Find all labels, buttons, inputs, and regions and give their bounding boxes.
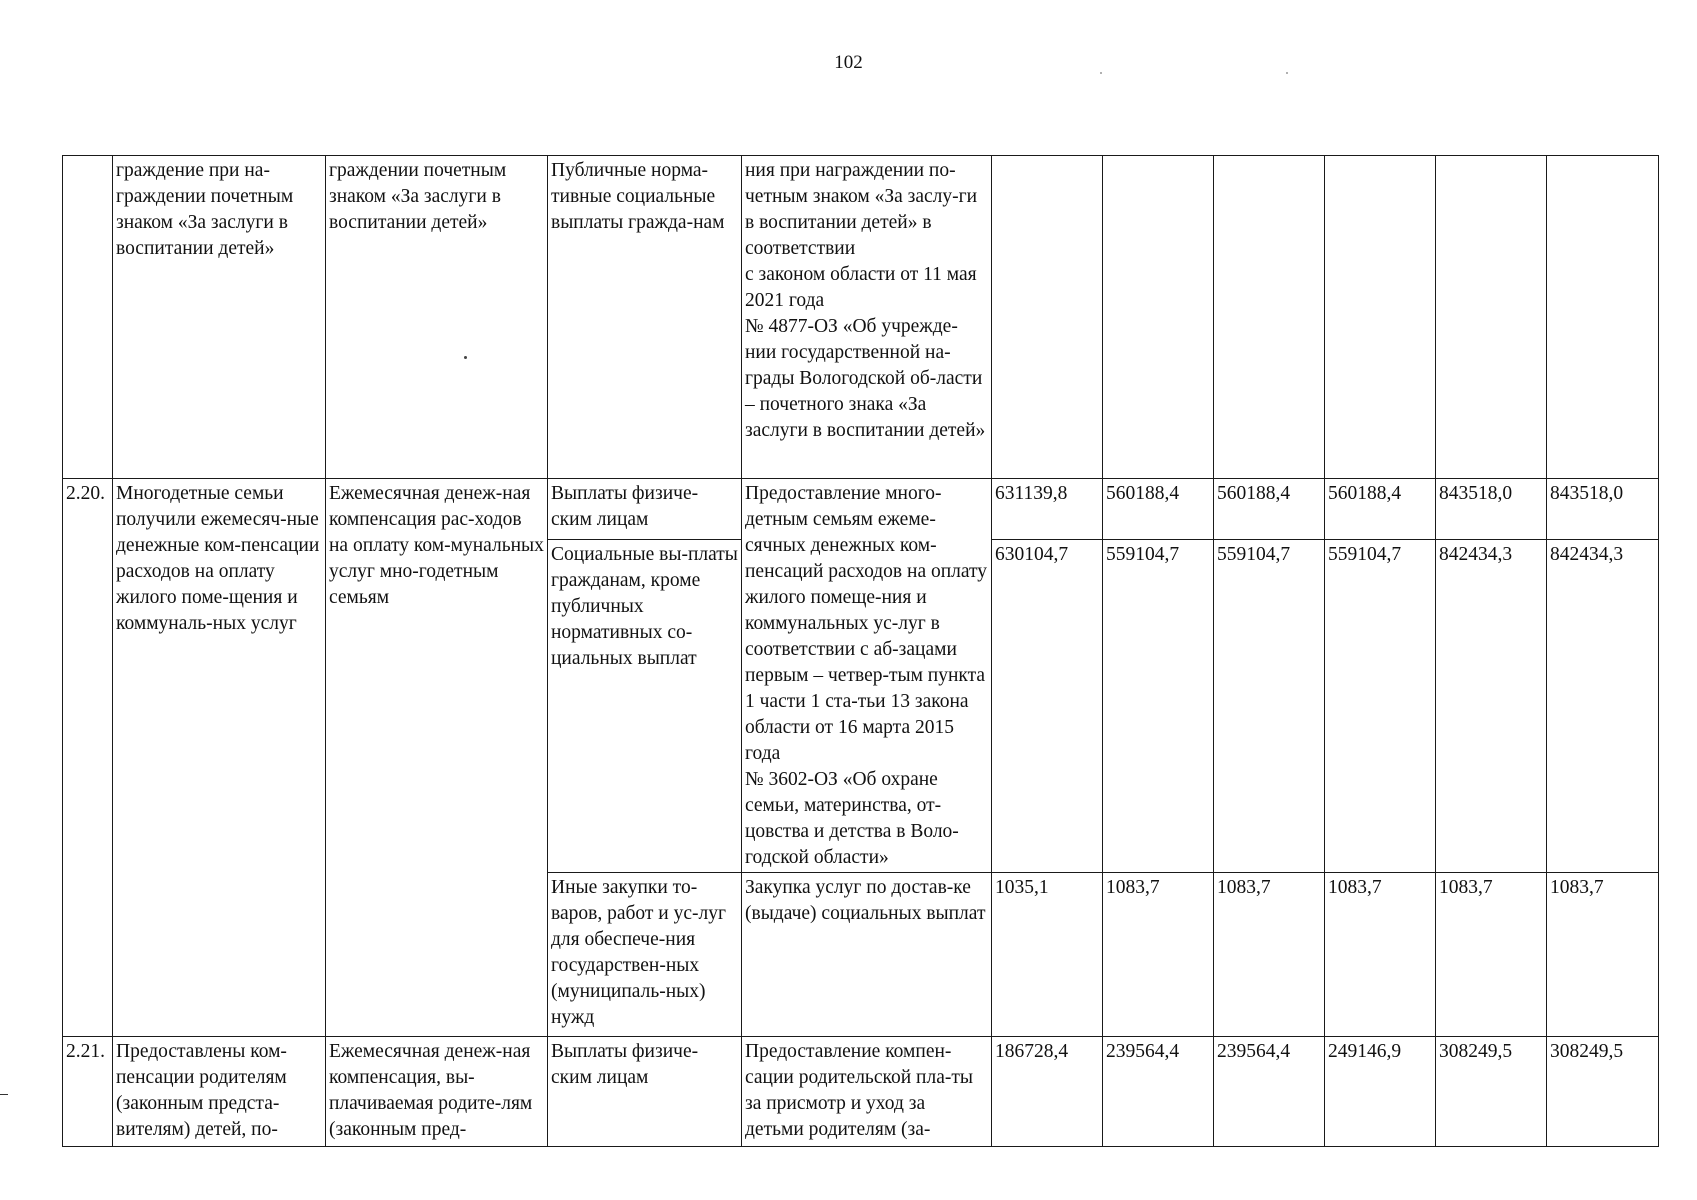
value-cell: 630104,7 — [992, 540, 1103, 873]
description-cell: Предоставление много-детным семьям ежеме-сячных денежных ком-пенсаций расходов на оплату жилого помеще-ния и коммунальных ус-луг в соответствии с аб-зацами первым – четвер-тым пункта 1 части 1 ста-тьи 13 закона области от 16 марта 2015 года № 3602-ОЗ «Об охране семьи, материнства, от-цовства и детства в Воло-годской области» — [742, 479, 992, 873]
row-code-cell: 2.20. — [63, 479, 113, 1037]
value-cell: 1083,7 — [1547, 873, 1659, 1037]
result-cell: Многодетные семьи получили ежемесяч-ные денежные ком-пенсации расходов на оплату жилого поме-щения и коммуналь-ных услуг — [113, 479, 326, 1037]
value-cell: 1083,7 — [1436, 873, 1547, 1037]
table-row — [63, 156, 1659, 479]
scan-speck — [1100, 72, 1102, 74]
description-cell: Предоставление компен-сации родительской пла-ты за присмотр и уход за детьми родителям (за- — [742, 1037, 992, 1147]
description-cell: ния при награждении по-четным знаком «За заслу-ги в воспитании детей» в соответствии с законом области от 11 мая 2021 года № 4877-ОЗ «Об учрежде-нии государственной на-грады Вологодской об-ласти – почетного знака «За заслуги в воспитании детей» — [742, 156, 992, 479]
table-row — [63, 479, 1659, 540]
measure-cell: граждении почетным знаком «За заслуги в воспитании детей» — [326, 156, 548, 479]
value-cell: 559104,7 — [1325, 540, 1436, 873]
page-number: 102 — [834, 52, 863, 73]
value-cell: 842434,3 — [1547, 540, 1659, 873]
value-cell — [1325, 156, 1436, 479]
value-cell: 843518,0 — [1547, 479, 1659, 540]
value-cell: 239564,4 — [1103, 1037, 1214, 1147]
scan-speck — [464, 356, 467, 359]
value-cell: 559104,7 — [1214, 540, 1325, 873]
result-cell: Предоставлены ком-пенсации родителям (законным предста-вителям) детей, по- — [113, 1037, 326, 1147]
value-cell — [1436, 156, 1547, 479]
value-cell: 559104,7 — [1103, 540, 1214, 873]
value-cell — [1214, 156, 1325, 479]
measure-cell: Ежемесячная денеж-ная компенсация, вы-плачиваемая родите-лям (законным пред- — [326, 1037, 548, 1147]
description-cell: Закупка услуг по достав-ке (выдаче) социальных выплат — [742, 873, 992, 1037]
row-code-cell: 2.21. — [63, 1037, 113, 1147]
value-cell — [1547, 156, 1659, 479]
value-cell: 1083,7 — [1214, 873, 1325, 1037]
value-cell: 239564,4 — [1214, 1037, 1325, 1147]
value-cell: 560188,4 — [1214, 479, 1325, 540]
value-cell: 1083,7 — [1103, 873, 1214, 1037]
value-cell: 308249,5 — [1547, 1037, 1659, 1147]
value-cell: 631139,8 — [992, 479, 1103, 540]
value-cell: 560188,4 — [1325, 479, 1436, 540]
expense-type-cell: Публичные норма-тивные социальные выплаты гражда-нам — [548, 156, 742, 479]
table-row — [63, 1037, 1659, 1147]
value-cell: 249146,9 — [1325, 1037, 1436, 1147]
value-cell: 1083,7 — [1325, 873, 1436, 1037]
measure-cell: Ежемесячная денеж-ная компенсация рас-ходов на оплату ком-мунальных услуг мно-годетным семьям — [326, 479, 548, 1037]
value-cell: 843518,0 — [1436, 479, 1547, 540]
row-code-cell — [63, 156, 113, 479]
value-cell — [992, 156, 1103, 479]
expense-type-cell: Социальные вы-платы гражданам, кроме публичных нормативных со-циальных выплат — [548, 540, 742, 873]
result-cell: граждение при на-граждении почетным знаком «За заслуги в воспитании детей» — [113, 156, 326, 479]
value-cell — [1103, 156, 1214, 479]
value-cell: 842434,3 — [1436, 540, 1547, 873]
value-cell: 560188,4 — [1103, 479, 1214, 540]
budget-table — [62, 155, 1659, 1147]
expense-type-cell: Выплаты физиче-ским лицам — [548, 1037, 742, 1147]
scan-speck — [1286, 72, 1288, 74]
margin-mark — [0, 1094, 8, 1095]
value-cell: 186728,4 — [992, 1037, 1103, 1147]
expense-type-cell: Выплаты физиче-ским лицам — [548, 479, 742, 540]
value-cell: 308249,5 — [1436, 1037, 1547, 1147]
value-cell: 1035,1 — [992, 873, 1103, 1037]
expense-type-cell: Иные закупки то-варов, работ и ус-луг для обеспече-ния государствен-ных (муниципаль-ных) нужд — [548, 873, 742, 1037]
